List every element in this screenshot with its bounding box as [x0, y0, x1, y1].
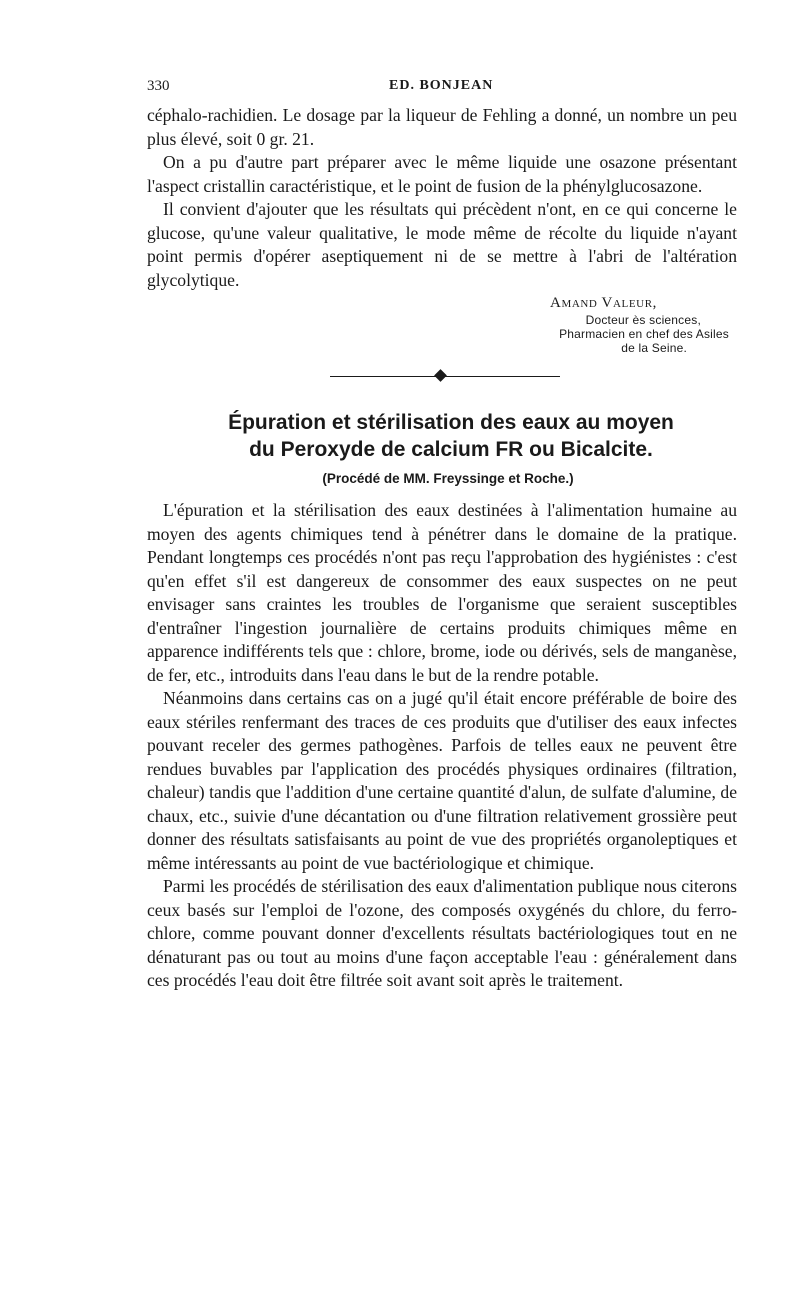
- article-paragraph-3: Parmi les procédés de stérilisation des eaux d'alimentation publique nous citerons ceux basés sur l'emploi de l'ozone, des composés oxygénés du chlore, du ferro-chlore, comme pouvant donner d'excellents résultats bactériologiques tout en ne dénaturant pas ou tout au moins d'une façon acceptable l'eau : généralement dans ces procédés l'eau doit être filtrée soit avant soit après le traitement.: [147, 876, 737, 990]
- running-head: ED. BONJEAN: [389, 78, 494, 93]
- author-title-line-2: Pharmacien en chef des Asiles: [559, 327, 729, 341]
- diamond-ornament-icon: [434, 369, 447, 382]
- article-title: [147, 409, 737, 463]
- author-title-line-3: de la Seine.: [621, 341, 687, 355]
- article-title-line-1: Épuration et stérilisation des eaux au moyen: [228, 411, 674, 434]
- section-divider: [330, 371, 560, 383]
- page-header: [147, 78, 737, 104]
- author-name: Amand Valeur,: [550, 295, 657, 311]
- page-number: 330: [147, 78, 170, 94]
- intro-paragraph-2: On a pu d'autre part préparer avec le même liquide une osazone présentant l'aspect cristallin caractéristique, et le point de fusion de la phénylglucosazone.: [147, 152, 737, 196]
- article-paragraph-2: Néanmoins dans certains cas on a jugé qu'il était encore préférable de boire des eaux stériles renfermant des traces de ces produits que d'utiliser des eaux infectes pouvant receler des germes pathogènes. Parfois de telles eaux ne peuvent être rendues buvables par l'application des procédés physiques ordinaires (filtration, chaleur) tandis que l'addition d'une certaine quantité d'alun, de sulfate d'alumine, de chaux, etc., suivie d'une décantation ou d'une filtration relativement grossière peut donner des résultats satisfaisants au point de vue des propriétés organoleptiques et même intéressants au point de vue bactériologique et chimique.: [147, 688, 737, 873]
- author-signature: [147, 293, 737, 355]
- article-subtitle: (Procédé de MM. Freyssinge et Roche.): [322, 471, 574, 486]
- article-paragraph-1: L'épuration et la stérilisation des eaux destinées à l'alimentation humaine au moyen des agents chimiques tend à pénétrer dans le domaine de la pratique. Pendant longtemps ces procédés n'ont pas reçu l'approbation des hygiénistes : c'est qu'en effet s'il est dangereux de consommer des eaux suspectes on ne peut envisager sans craintes les troubles de l'organisme que seraient susceptibles d'entraîner l'ingestion journalière de certains produits chimiques même en apparence indifférents tels que : chlore, brome, iode ou dérivés, sels de manganèse, de fer, etc., introduits dans l'eau dans le but de la rendre potable.: [147, 500, 737, 685]
- intro-paragraph-3: Il convient d'ajouter que les résultats qui précèdent n'ont, en ce qui concerne le glucose, qu'une valeur qualitative, le mode même de récolte du liquide n'ayant point permis d'opérer aseptiquement ni de se mettre à l'abri de l'altération glycolytique.: [147, 199, 737, 290]
- intro-paragraph-1: céphalo-rachidien. Le dosage par la liqueur de Fehling a donné, un nombre un peu plus élevé, soit 0 gr. 21.: [147, 105, 737, 149]
- article-title-line-2: du Peroxyde de calcium FR ou Bicalcite.: [249, 438, 653, 461]
- book-page: [147, 78, 737, 993]
- author-title-line-1: Docteur ès sciences,: [585, 313, 701, 327]
